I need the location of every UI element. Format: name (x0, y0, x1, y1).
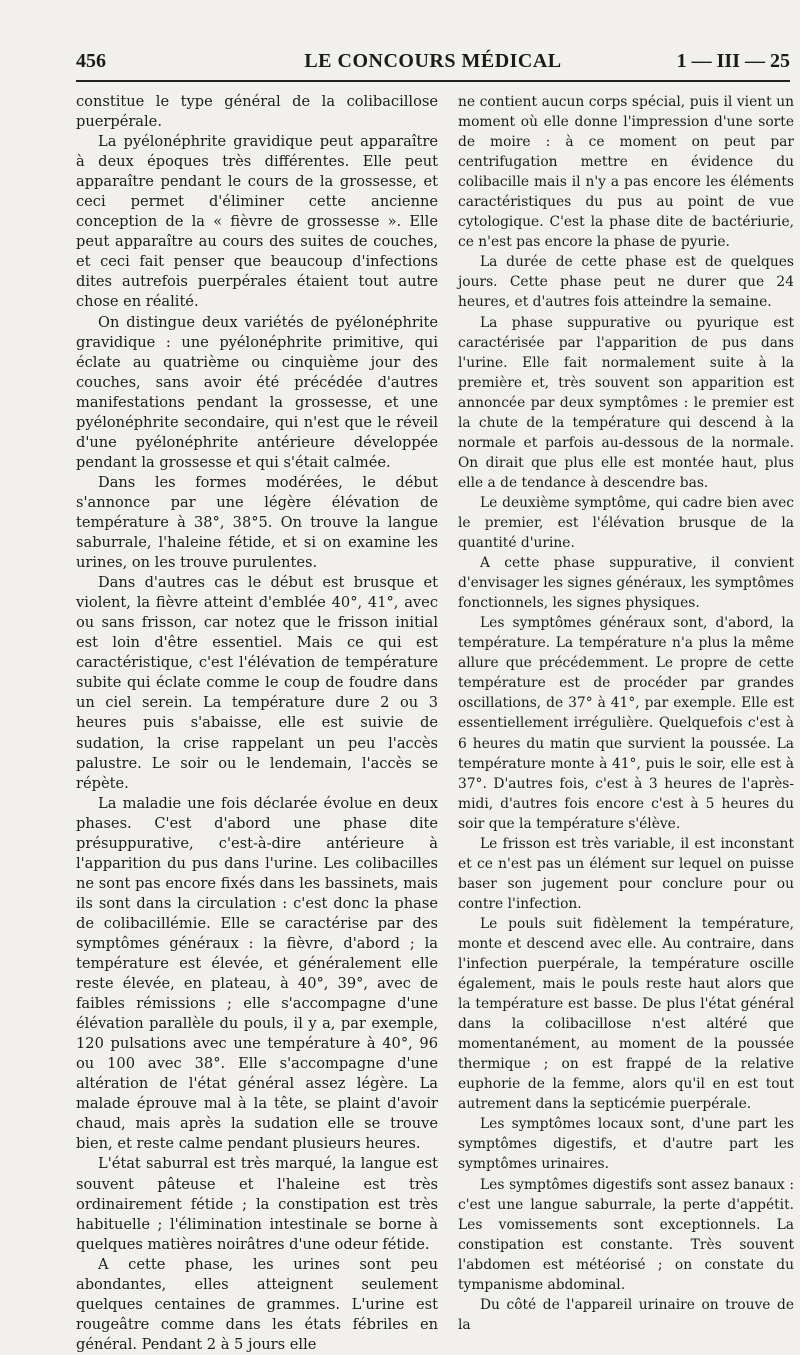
paragraph: A cette phase, les urines sont peu abondantes, elles atteignent seulement quelques centaines de grammes. L'urine est rougeâtre comme dans les états fébriles en général. Pendant 2 à 5 jours elle (76, 1255, 438, 1353)
paragraph: Le frisson est très variable, il est inconstant et ce n'est pas un élément sur lequel on puisse baser son jugement pour conclure pour ou contre l'infection. (458, 835, 794, 912)
page-number: 456 (76, 50, 106, 72)
paragraph: Le pouls suit fidèlement la température, monte et descend avec elle. Au contraire, dans l'infection puerpérale, la température oscille également, mais le pouls reste haut alors que la température est basse. De plus l'état général dans la colibacillose n'est altéré que momentanément, au moment de la poussée thermique ; on est frappé de la relative euphorie de la femme, alors qu'il en est tout autrement dans la septicémie puerpérale. (458, 915, 794, 1113)
page-header (76, 44, 790, 82)
paragraph: ne contient aucun corps spécial, puis il vient un moment où elle donne l'impression d'une sorte de moire : à ce moment on peut par centrifugation mettre en évidence du colibacille mais il n'y a pas encore les éléments caractéristiques du pus au point de vue cytologique. C'est la phase dite de bactériurie, ce n'est pas encore la phase de pyurie. (458, 94, 794, 251)
left-column (76, 92, 438, 1353)
paragraph: La phase suppurative ou pyurique est caractérisée par l'apparition de pus dans l'urine. Elle fait normalement suite à la première et, très souvent son apparition est annoncée par deux symptômes : le premier est la chute de la température qui descend à la normale et parfois au-dessous de la normale. On dirait que plus elle est montée haut, plus elle a de tendance à descendre bas. (458, 314, 794, 491)
right-column (458, 92, 794, 1333)
paragraph: Les symptômes locaux sont, d'une part les symptômes digestifs, et d'autre part les symptômes urinaires. (458, 1116, 794, 1173)
paragraph: A cette phase suppurative, il convient d'envisager les signes généraux, les symptômes fonctionnels, les signes physiques. (458, 555, 794, 612)
paragraph: La maladie une fois déclarée évolue en deux phases. C'est d'abord une phase dite présuppurative, c'est-à-dire antérieure à l'apparition du pus dans l'urine. Les colibacilles ne sont pas encore fixés dans les bassinets, mais ils sont dans la circulation : c'est donc la phase de colibacillémie. Elle se caractérise par des symptômes généraux : la fièvre, d'abord ; la température est élevée, et généralement elle reste élevée, en plateau, à 40°, 39°, avec de faibles rémissions ; elle s'accompagne d'une élévation parallèle du pouls, il y a, par exemple, 120 pulsations avec une température à 40°, 96 ou 100 avec 38°. Elle s'accompagne d'une altération de l'état général assez légère. La malade éprouve mal à la tête, se plaint d'avoir chaud, mais après la sudation elle se trouve bien, et reste calme pendant plusieurs heures. (76, 794, 438, 1153)
paragraph: Dans d'autres cas le début est brusque et violent, la fièvre atteint d'emblée 40°, 41°, avec ou sans frisson, car notez que le frisson initial est loin d'être essentiel. Mais ce qui est caractéristique, c'est l'élévation de température subite qui éclate comme le coup de foudre dans un ciel serein. La température dure 2 ou 3 heures puis s'abaisse, elle est suivie de sudation, la crise rappelant un peu l'accès palustre. Le soir ou le lendemain, l'accès se répète. (76, 574, 438, 792)
paragraph: Dans les formes modérées, le début s'annonce par une légère élévation de température à 38°, 38°5. On trouve la langue saburrale, l'haleine fétide, et si on examine les urines, on les trouve purulentes. (76, 473, 438, 572)
paragraph: La durée de cette phase est de quelques jours. Cette phase peut ne durer que 24 heures, et d'autres fois atteindre la semaine. (458, 254, 794, 311)
paragraph: Les symptômes généraux sont, d'abord, la température. La température n'a plus la même allure que précédemment. Le propre de cette température est de procéder par grandes oscillations, de 37° à 41°, par exemple. Elle est essentiellement irrégulière. Quelquefois c'est à 6 heures du matin que survient la poussée. La température monte à 41°, puis le soir, elle est à 37°. D'autres fois, c'est à 3 heures de l'après-midi, d'autres fois encore c'est à 5 heures du soir que la température s'élève. (458, 615, 794, 832)
paragraph: Les symptômes digestifs sont assez banaux : c'est une langue saburrale, la perte d'appétit. Les vomissements sont exceptionnels. La constipation est constante. Très souvent l'abdomen est météorisé ; on constate du tympanisme abdominal. (458, 1176, 794, 1293)
paragraph: Le deuxième symptôme, qui cadre bien avec le premier, est l'élévation brusque de la quantité d'urine. (458, 494, 794, 552)
journal-title: LE CONCOURS MÉDICAL (304, 50, 562, 72)
paragraph: L'état saburral est très marqué, la langue est souvent pâteuse et l'haleine est très ordinairement fétide ; la constipation est très habituelle ; l'élimination intestinale se borne à quelques matières noirâtres d'une odeur fétide. (76, 1155, 438, 1253)
paragraph: On distingue deux variétés de pyélonéphrite gravidique : une pyélonéphrite primitive, qui éclate au quatrième ou cinquième jour des couches, sans avoir été précédée d'autres manifestations pendant la grossesse, et une pyélonéphrite secondaire, qui n'est que le réveil d'une pyélonéphrite antérieure développée pendant la grossesse et qui s'était calmée. (76, 313, 438, 471)
paragraph: Du côté de l'appareil urinaire on trouve de la (458, 1296, 794, 1333)
paragraph: La pyélonéphrite gravidique peut apparaître à deux époques très différentes. Elle peut apparaître pendant le cours de la grossesse, et ceci permet d'éliminer cette ancienne conception de la « fièvre de grossesse ». Elle peut apparaître au cours des suites de couches, et ceci fait penser que beaucoup d'infections dites autrefois puerpérales étaient tout autre chose en réalité. (76, 133, 438, 311)
paragraph: constitue le type général de la colibacillose puerpérale. (76, 93, 438, 131)
issue-date: 1 — III — 25 (676, 50, 790, 72)
